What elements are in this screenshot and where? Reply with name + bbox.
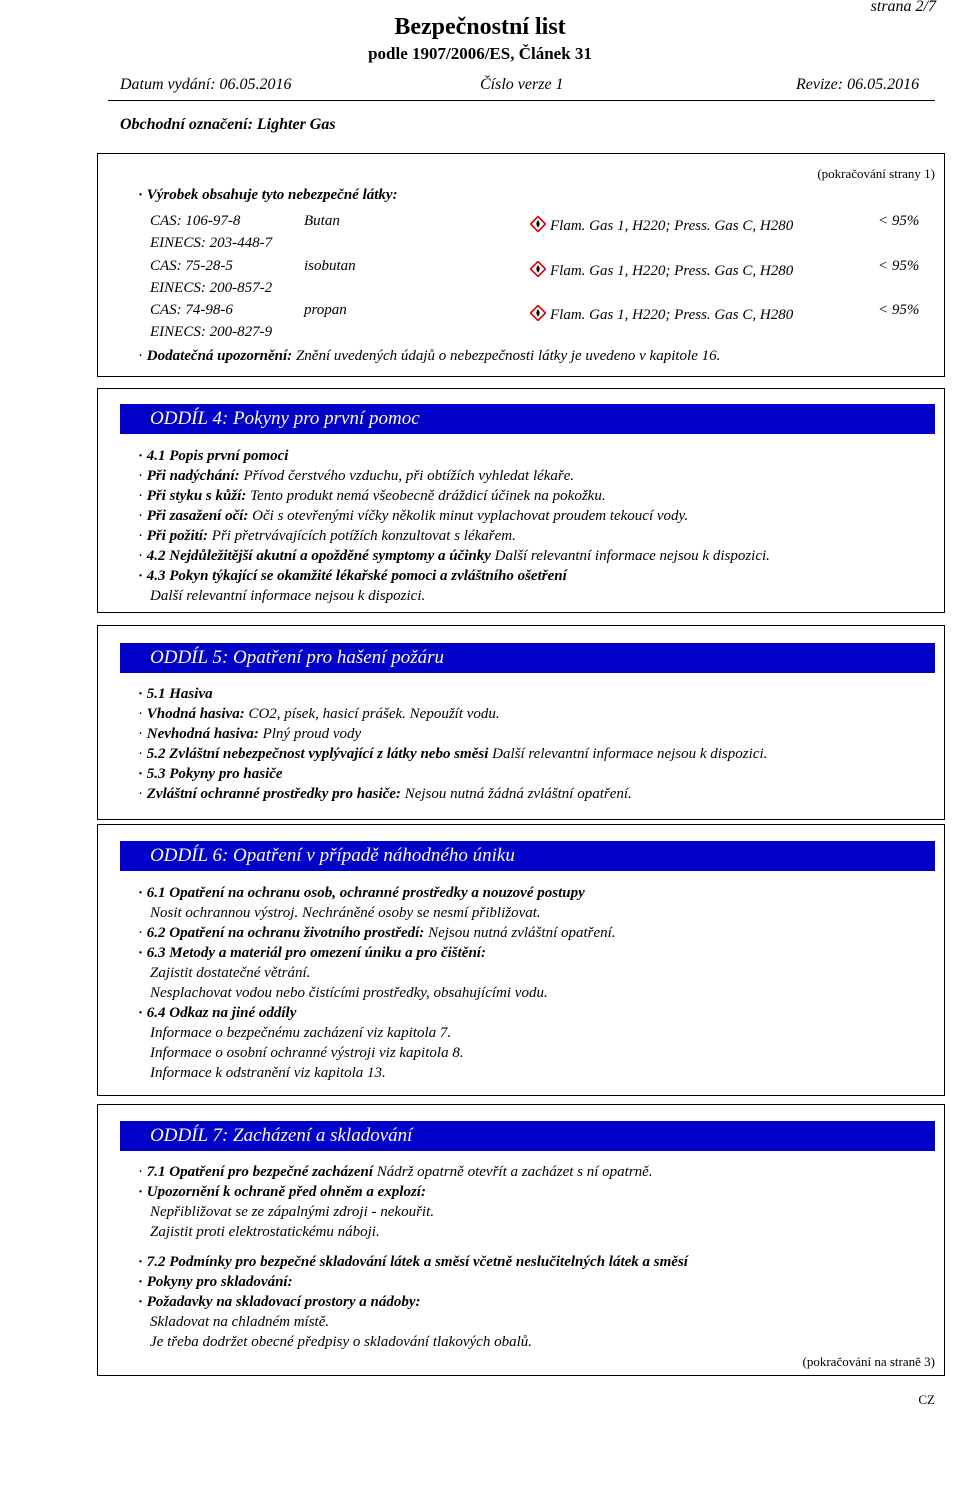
- name-propan: propan: [304, 302, 347, 318]
- section-6-header: ODDÍL 6: Opatření v případě náhodného úniku: [120, 841, 935, 871]
- continued-to: (pokračování na straně 3): [802, 1354, 935, 1369]
- cas-isobutan: CAS: 75-28-5: [150, 258, 233, 274]
- s5-line-2: · Vhodná hasiva: CO2, písek, hasicí prášek. Nepoužít vodu.: [138, 706, 500, 723]
- s7-line-3: Nepřibližovat se ze zápalnými zdroji - nekouřit.: [150, 1204, 435, 1220]
- name-isobutan: isobutan: [304, 258, 356, 274]
- s4-line-6: · 4.2 Nejdůležitější akutní a opožděné symptomy a účinky Další relevantní informace nejsou k dispozici.: [138, 548, 770, 565]
- s6-line-9: Informace o osobní ochranné výstroji viz kapitola 8.: [150, 1045, 464, 1061]
- pct-butan: < 95%: [878, 213, 920, 229]
- name-butan: Butan: [304, 213, 340, 229]
- s6-line-8: Informace o bezpečnému zacházení viz kapitola 7.: [150, 1025, 452, 1041]
- einecs-butan: EINECS: 203-448-7: [150, 235, 273, 251]
- additional-note: · Dodatečná upozornění: Znění uvedených údajů o nebezpečnosti látky je uvedeno v kapitole 16.: [138, 348, 720, 365]
- s4-line-7: · 4.3 Pokyn týkající se okamžité lékařské pomoci a zvláštního ošetření: [138, 568, 567, 585]
- s4-line-3: · Při styku s kůží: Tento produkt nemá všeobecně dráždicí účinek na pokožku.: [138, 488, 606, 505]
- class-propan: Flam. Gas 1, H220; Press. Gas C, H280: [530, 305, 793, 324]
- class-isobutan: Flam. Gas 1, H220; Press. Gas C, H280: [530, 261, 793, 280]
- continued-from: (pokračování strany 1): [817, 166, 935, 181]
- section-4-header: ODDÍL 4: Pokyny pro první pomoc: [120, 404, 935, 434]
- s5-line-5: · 5.3 Pokyny pro hasiče: [138, 766, 283, 783]
- page-number: strana 2/7: [870, 0, 936, 15]
- pct-isobutan: < 95%: [878, 258, 920, 274]
- s6-line-6: Nesplachovat vodou nebo čistícími prostředky, obsahujícími vodu.: [150, 985, 548, 1001]
- language-code: CZ: [918, 1392, 935, 1407]
- cas-propan: CAS: 74-98-6: [150, 302, 233, 318]
- s7-line-7: · Požadavky na skladovací prostory a nádoby:: [138, 1294, 421, 1311]
- s6-line-2: Nosit ochrannou výstroj. Nechráněné osoby se nesmí přibližovat.: [150, 905, 541, 921]
- section-7-header: ODDÍL 7: Zacházení a skladování: [120, 1121, 935, 1151]
- s6-line-10: Informace k odstranění viz kapitola 13.: [150, 1065, 386, 1081]
- s5-line-3: · Nevhodná hasiva: Plný proud vody: [138, 726, 361, 743]
- substances-title: · Výrobek obsahuje tyto nebezpečné látky:: [138, 187, 398, 204]
- section-5-header: ODDÍL 5: Opatření pro hašení požáru: [120, 643, 935, 673]
- s7-line-6: · Pokyny pro skladování:: [138, 1274, 293, 1291]
- revision-date: Revize: 06.05.2016: [796, 76, 920, 93]
- document-title: Bezpečnostní list: [394, 14, 566, 40]
- s4-line-2: · Při nadýchání: Přívod čerstvého vzduchu, při obtížích vyhledat lékaře.: [138, 468, 574, 485]
- einecs-propan: EINECS: 200-827-9: [150, 324, 273, 340]
- s6-line-4: · 6.3 Metody a materiál pro omezení úniku a pro čištění:: [138, 945, 486, 962]
- document-subtitle: podle 1907/2006/ES, Článek 31: [368, 44, 592, 63]
- s5-line-1: · 5.1 Hasiva: [138, 686, 213, 703]
- s7-line-5: · 7.2 Podmínky pro bezpečné skladování látek a směsí včetně neslučitelných látek a směsí: [138, 1254, 688, 1271]
- s4-line-1: · 4.1 Popis první pomoci: [138, 448, 288, 465]
- s6-line-7: · 6.4 Odkaz na jiné oddíly: [138, 1005, 296, 1022]
- einecs-isobutan: EINECS: 200-857-2: [150, 280, 273, 296]
- s7-line-8: Skladovat na chladném místě.: [150, 1314, 330, 1330]
- s5-line-6: · Zvláštní ochranné prostředky pro hasiče: Nejsou nutná žádná zvláštní opatření.: [138, 786, 632, 803]
- trade-name: Obchodní označení: Lighter Gas: [120, 116, 336, 133]
- s6-line-5: Zajistit dostatečné větrání.: [150, 965, 311, 981]
- header-divider: [108, 100, 935, 101]
- s5-line-4: · 5.2 Zvláštní nebezpečnost vyplývající z látky nebo směsi Další relevantní informace nejsou k dispozici.: [138, 746, 767, 763]
- s6-line-1: · 6.1 Opatření na ochranu osob, ochranné prostředky a nouzové postupy: [138, 885, 585, 902]
- flame-hazard-icon: [530, 261, 546, 277]
- cas-butan: CAS: 106-97-8: [150, 213, 241, 229]
- s7-line-9: Je třeba dodržet obecné předpisy o skladování tlakových obalů.: [150, 1334, 532, 1350]
- s4-line-5: · Při požití: Při přetrvávajících potížích konzultovat s lékařem.: [138, 528, 516, 545]
- s6-line-3: · 6.2 Opatření na ochranu životního prostředí: Nejsou nutná zvláštní opatření.: [138, 925, 616, 942]
- s7-line-4: Zajistit proti elektrostatickému náboji.: [150, 1224, 380, 1240]
- issue-date: Datum vydání: 06.05.2016: [120, 76, 292, 93]
- flame-hazard-icon: [530, 216, 546, 232]
- s4-line-8: Další relevantní informace nejsou k dispozici.: [150, 588, 426, 604]
- s4-line-4: · Při zasažení očí: Oči s otevřenými víčky několik minut vyplachovat proudem tekoucí vody.: [138, 508, 688, 525]
- version-number: Číslo verze 1: [480, 76, 564, 93]
- pct-propan: < 95%: [878, 302, 920, 318]
- s7-line-1: · 7.1 Opatření pro bezpečné zacházení Nádrž opatrně otevřít a zacházet s ní opatrně.: [138, 1164, 653, 1181]
- flame-hazard-icon: [530, 305, 546, 321]
- class-butan: Flam. Gas 1, H220; Press. Gas C, H280: [530, 216, 793, 235]
- s7-line-2: · Upozornění k ochraně před ohněm a explozí:: [138, 1184, 426, 1201]
